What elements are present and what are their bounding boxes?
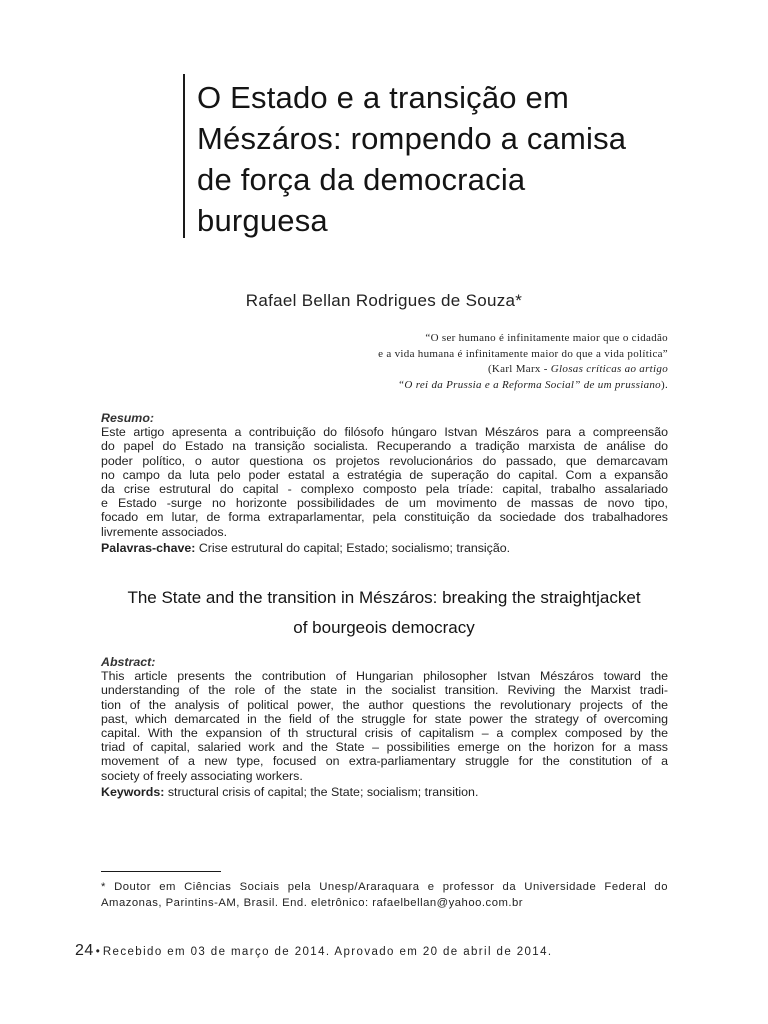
resumo-line: e Estado -surge no horizonte possibilidades de um movimento de massas de novo tipo,	[101, 496, 668, 511]
palavras-chave-text: Crise estrutural do capital; Estado; socialismo; transição.	[198, 540, 511, 555]
keywords-text: structural crisis of capital; the State; socialism; transition.	[167, 784, 479, 799]
abstract-line: society of freely associating workers.	[101, 768, 303, 783]
epigraph-citation-line	[378, 362, 668, 378]
citation-work-title: “O rei da Prussia e a Reforma Social” de um prussiano	[397, 378, 661, 391]
abstract-line: understanding of the role of the state in the socialist transition. Reviving the Marxist tradi-	[101, 683, 668, 698]
title-line: burguesa	[197, 203, 328, 238]
english-title-line: The State and the transition in Mészáros: breaking the straightjacket	[127, 588, 641, 607]
citation-work: Glosas críticas ao artigo	[550, 363, 668, 375]
footnote-separator	[101, 871, 221, 872]
english-title	[0, 583, 768, 643]
palavras-chave	[101, 541, 668, 555]
resumo-line: da crise estrutural do capital - complexo composto pela tríade: capital, trabalho assalariado	[101, 482, 668, 497]
title-line: O Estado e a transição em	[197, 80, 570, 115]
bullet-icon: •	[95, 946, 100, 958]
resumo-line: no campo da luta pelo poder estatal a estratégia de superação do capital. Com a expansão	[101, 467, 668, 482]
resumo-line: focado em lutar, de forma extraparlamentar, pela constituição da sociedade dos trabalhadores	[101, 510, 668, 525]
abstract-section	[101, 655, 668, 799]
resumo-line: livremente associados.	[101, 524, 228, 539]
abstract-line: past, which demarcated in the field of the struggle for state power the strategy of overcoming	[101, 711, 668, 726]
resumo-section	[101, 411, 668, 555]
palavras-chave-label: Palavras-chave:	[101, 540, 196, 555]
resumo-line: poder político, o autor questiona os projetos revolucionários do passado, que demarcavam	[101, 453, 668, 468]
english-title-line: of bourgeois democracy	[293, 618, 475, 637]
abstract-line: This article presents the contribution of Hungarian philosopher Istvan Mészáros toward the	[101, 669, 668, 684]
footnote-line: * Doutor em Ciências Sociais pela Unesp/Araraquara e professor da Universidade Federal do	[101, 881, 668, 893]
citation-author: (Karl Marx -	[487, 363, 551, 375]
keywords-label: Keywords:	[101, 784, 165, 799]
epigraph-line: e a vida humana é infinitamente maior do que a vida política”	[378, 347, 668, 360]
epigraph-line: “O ser humano é infinitamente maior que o cidadão	[425, 332, 668, 344]
resumo-line: Este artigo apresenta a contribuição do filósofo húngaro Istvan Mészáros para a compreensão	[101, 425, 668, 440]
received-approved-dates: Recebido em 03 de março de 2014. Aprovado em 20 de abril de 2014.	[102, 946, 553, 958]
abstract-line: movement of a new type, focused on extra-parliamentary struggle for the constitution of a	[101, 754, 668, 769]
article-title	[197, 77, 626, 241]
epigraph	[378, 331, 668, 393]
footnote	[101, 879, 668, 911]
resumo-label: Resumo:	[101, 411, 155, 425]
title-rule	[183, 74, 185, 238]
author-name: Rafael Bellan Rodrigues de Souza*	[245, 291, 523, 310]
title-line: Mészáros: rompendo a camisa	[197, 121, 627, 156]
resumo-line: do papel do Estado na transição socialista. Recuperando a tradição marxista de análise do	[101, 439, 668, 454]
citation-close: ).	[660, 378, 668, 391]
epigraph-citation-line	[378, 378, 668, 394]
abstract-line: tion of the analysis of political power, the author questions the revolutionary projects of the	[101, 697, 668, 712]
footnote-line: Amazonas, Parintins-AM, Brasil. End. eletrônico: rafaelbellan@yahoo.com.br	[101, 897, 524, 909]
abstract-line: triad of capital, salaried work and the State – possibilities emerge on the horizon for a mass	[101, 740, 668, 755]
page-footer	[75, 942, 552, 960]
page-number: 24	[75, 942, 94, 959]
abstract-line: capital. With the expansion of th structural crisis of capitalism – a complex composed by the	[101, 726, 668, 741]
keywords	[101, 785, 668, 799]
title-line: de força da democracia	[197, 162, 526, 197]
abstract-label: Abstract:	[101, 655, 156, 669]
